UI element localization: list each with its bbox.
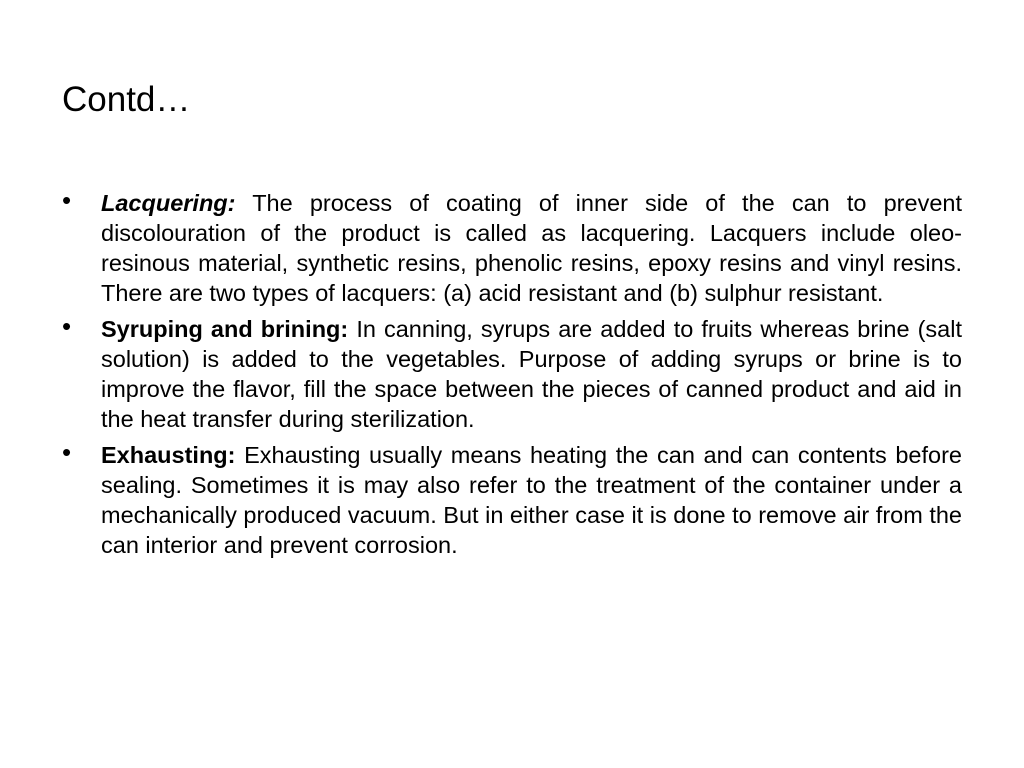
bullet-item-lacquering bbox=[62, 185, 962, 308]
bullet-item-syruping-and-brining bbox=[62, 311, 963, 434]
bullet-term: Syruping and brining: bbox=[101, 316, 349, 342]
slide-title: Contd… bbox=[62, 80, 191, 119]
bullet-text: Exhausting usually means heating the can and can contents before sealing. Sometimes it is may also refer to the treatment of the container under a mechanically produced vacuum. But in either case it is done to remove air from the can interior and prevent corrosion. bbox=[101, 442, 962, 558]
bullet-item-exhausting bbox=[62, 437, 962, 560]
bullet-term: Lacquering: bbox=[101, 190, 236, 216]
bullet-icon: • bbox=[62, 311, 72, 341]
bullet-icon: • bbox=[62, 185, 72, 215]
bullet-icon: • bbox=[62, 437, 72, 467]
bullet-text: The process of coating of inner side of the can to prevent discolouration of the product is called as lacquering. Lacquers include oleo-resinous material, synthetic resins, phenolic resins, epoxy resins and vinyl resins. There are two types of lacquers: (a) acid resistant and (b) sulphur resistant. bbox=[101, 190, 962, 306]
bullet-text: In canning, syrups are added to fruits whereas brine (salt solution) is added to the vegetables. Purpose of adding syrups or brine is to improve the flavor, fill the space between the pieces of canned product and aid in the heat transfer during sterilization. bbox=[101, 316, 963, 432]
bullet-list bbox=[62, 185, 963, 566]
bullet-term: Exhausting: bbox=[101, 442, 236, 468]
